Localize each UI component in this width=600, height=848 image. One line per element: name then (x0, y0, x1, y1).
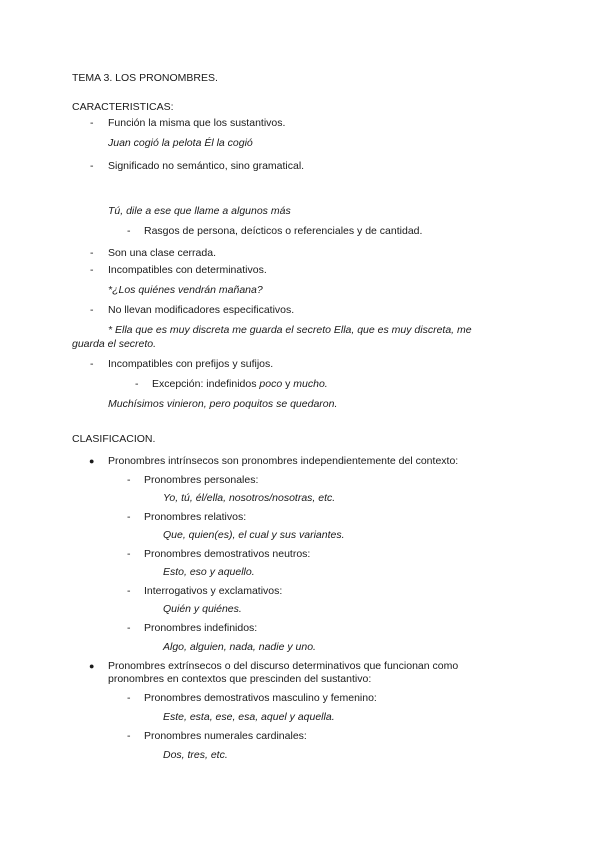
sub-list-item: Pronombres demostrativos neutros: (144, 548, 311, 560)
sub-item-text: Excepción: indefinidos (152, 378, 260, 390)
dash-marker: - (90, 358, 94, 370)
dash-marker: - (127, 548, 131, 560)
list-item: No llevan modificadores especificativos. (108, 304, 295, 316)
list-item: Incompatibles con determinativos. (108, 264, 267, 276)
sub-list-item: Pronombres personales: (144, 474, 259, 486)
sub-list-item: Pronombres indefinidos: (144, 622, 258, 634)
example-text: Que, quien(es), el cual y sus variantes. (163, 529, 345, 541)
example-text: Este, esta, ese, esa, aquel y aquella. (163, 711, 335, 723)
example-text: Yo, tú, él/ella, nosotros/nosotras, etc. (163, 492, 336, 504)
dash-marker: - (135, 378, 139, 390)
bullet-item: pronombres en contextos que prescinden del sustantivo: (108, 673, 372, 685)
sub-list-item: Pronombres demostrativos masculino y femenino: (144, 692, 377, 704)
sub-list-item: Pronombres relativos: (144, 511, 247, 523)
dash-marker: - (90, 264, 94, 276)
example-text: guarda el secreto. (72, 338, 157, 350)
example-text: Quién y quiénes. (163, 603, 242, 615)
dash-marker: - (127, 622, 131, 634)
section-heading-clasificacion: CLASIFICACION. (72, 433, 156, 445)
list-item: Significado no semántico, sino gramatical. (108, 160, 305, 172)
sub-list-item (152, 378, 328, 391)
example-text: *¿Los quiénes vendrán mañana? (108, 284, 263, 296)
bullet-item: Pronombres intrínsecos son pronombres independientemente del contexto: (108, 455, 459, 467)
example-text: Esto, eso y aquello. (163, 566, 255, 578)
bullet-marker: ● (89, 456, 95, 466)
dash-marker: - (90, 304, 94, 316)
dash-marker: - (127, 585, 131, 597)
document-title: TEMA 3. LOS PRONOMBRES. (72, 72, 218, 84)
bullet-marker: ● (89, 661, 95, 671)
list-item: Incompatibles con prefijos y sufijos. (108, 358, 274, 370)
example-text: * Ella que es muy discreta me guarda el secreto Ella, que es muy discreta, me (108, 324, 472, 336)
sub-list-item: Pronombres numerales cardinales: (144, 730, 307, 742)
example-text: Tú, dile a ese que llame a algunos más (108, 205, 291, 217)
dash-marker: - (127, 474, 131, 486)
example-text: Dos, tres, etc. (163, 749, 228, 761)
emphasis-word: mucho. (293, 378, 328, 390)
dash-marker: - (127, 225, 131, 237)
list-item: Son una clase cerrada. (108, 247, 216, 259)
dash-marker: - (127, 511, 131, 523)
section-heading-caracteristicas: CARACTERISTICAS: (72, 101, 174, 113)
example-text: Algo, alguien, nada, nadie y uno. (163, 641, 316, 653)
dash-marker: - (90, 247, 94, 259)
example-text: Juan cogió la pelota Él la cogió (108, 137, 253, 149)
sub-list-item: Rasgos de persona, deícticos o referenciales y de cantidad. (144, 225, 423, 237)
bullet-item: Pronombres extrínsecos o del discurso determinativos que funcionan como (108, 660, 459, 672)
emphasis-word: poco (259, 378, 283, 390)
dash-marker: - (127, 730, 131, 742)
sub-item-text: y (282, 378, 294, 390)
list-item: Función la misma que los sustantivos. (108, 117, 286, 129)
dash-marker: - (90, 117, 94, 129)
sub-list-item: Interrogativos y exclamativos: (144, 585, 283, 597)
dash-marker: - (127, 692, 131, 704)
example-text: Muchísimos vinieron, pero poquitos se quedaron. (108, 398, 338, 410)
dash-marker: - (90, 160, 94, 172)
